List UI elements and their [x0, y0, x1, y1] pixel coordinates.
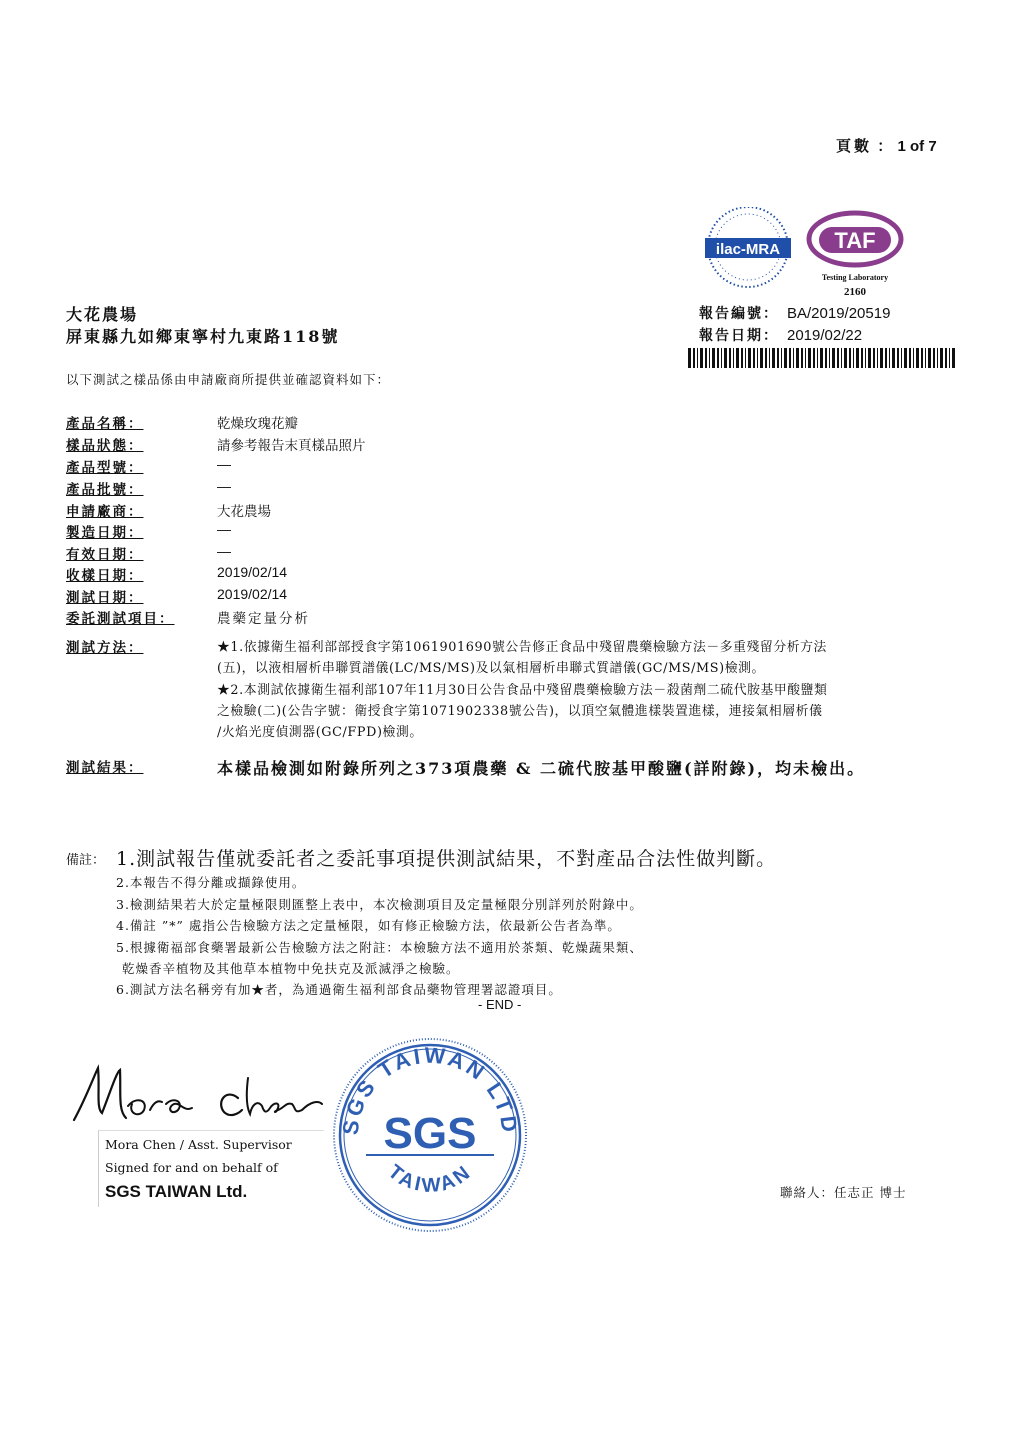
- field-value-test-date: 2019/02/14: [217, 586, 288, 602]
- method-line: ★1.依據衛生福利部部授食字第1061901690號公告修正食品中殘留農藥檢驗方法－多重殘留分析方法: [217, 640, 827, 655]
- barcode-bar: [841, 348, 842, 368]
- barcode-bar: [741, 348, 743, 368]
- barcode-bar: [717, 348, 719, 368]
- barcode-bar: [892, 348, 895, 368]
- contact-person: 聯絡人：任志正 博士: [780, 1185, 907, 1200]
- barcode-bar: [772, 348, 775, 368]
- barcode-bar: [889, 348, 890, 368]
- field-label: 委託測試項目：: [66, 611, 175, 627]
- result-value: 本樣品檢測如附錄所列之373項農藥 & 二硫代胺基甲酸鹽(詳附錄)，均未檢出。: [217, 759, 866, 778]
- barcode-bar: [784, 348, 787, 368]
- method-label: 測試方法：: [66, 640, 144, 656]
- accreditation-logos: [703, 207, 913, 302]
- barcode-bar: [937, 348, 938, 368]
- ilac-mra-logo: [705, 207, 791, 287]
- barcode-bar: [736, 348, 739, 368]
- taf-logo: [809, 213, 901, 298]
- field-value-sample-state: 請參考報告末頁樣品照片: [217, 438, 366, 454]
- barcode-bar: [909, 348, 911, 368]
- barcode-bar: [928, 348, 931, 368]
- page-number: 頁數 ： 1 of 7: [836, 137, 937, 155]
- barcode-bar: [877, 348, 878, 368]
- note-line: 2.本報告不得分離或擷錄使用。: [116, 875, 306, 890]
- barcode-bar: [705, 348, 707, 368]
- taf-text: TAF: [834, 228, 876, 253]
- barcode-bar: [933, 348, 935, 368]
- signatory-company: SGS TAIWAN Ltd.: [105, 1182, 248, 1201]
- intro-statement: 以下測試之樣品係由申請廠商所提供並確認資料如下：: [66, 372, 391, 387]
- barcode-bar: [873, 348, 875, 368]
- client-name: 大花農場: [66, 305, 139, 324]
- barcode-bar: [861, 348, 863, 368]
- barcode-bar: [849, 348, 851, 368]
- method-line: 之檢驗(二)(公告字號：衛授食字第1071902338號公告)，以頂空氣體進樣裝置進樣，連接氣相層析儀: [217, 704, 823, 719]
- barcode-bar: [733, 348, 734, 368]
- report-number-value: BA/2019/20519: [787, 305, 891, 322]
- page-number-label: 頁數: [836, 137, 873, 155]
- barcode-bar: [808, 348, 811, 368]
- field-value-applicant: 大花農場: [217, 504, 271, 520]
- barcode-bar: [940, 348, 943, 368]
- end-mark: - END -: [478, 997, 522, 1012]
- field-label: 申請廠商：: [66, 504, 144, 520]
- notes-heading: 備註：: [66, 853, 106, 868]
- barcode-bar: [760, 348, 763, 368]
- barcode-bar: [825, 348, 827, 368]
- note-line: 3.檢測結果若大於定量極限則匯整上表中，本次檢測項目及定量極限分別詳列於附錄中。: [116, 897, 643, 912]
- method-line: ★2.本測試依據衛生福利部107年11月30日公告食品中殘留農藥檢驗方法－殺菌劑二硫代胺基甲酸鹽類: [217, 683, 828, 698]
- signatory-behalf: Signed for and on behalf of: [105, 1160, 278, 1175]
- barcode-bar: [901, 348, 902, 368]
- barcode-bar: [745, 348, 746, 368]
- field-value-batch: —: [217, 478, 231, 494]
- barcode-bar: [721, 348, 722, 368]
- note-line: 6.測試方法名稱旁有加★者，為通過衛生福利部食品藥物管理署認證項目。: [116, 982, 562, 997]
- report-date: [699, 325, 862, 345]
- field-value-test-items: 農藥定量分析: [217, 611, 310, 627]
- field-label: 有效日期：: [66, 547, 144, 563]
- barcode-bar: [697, 348, 698, 368]
- taf-number: 2160: [844, 286, 866, 298]
- barcode-bar: [765, 348, 767, 368]
- field-label: 收樣日期：: [66, 568, 144, 584]
- barcode-bar: [769, 348, 770, 368]
- barcode-bar: [832, 348, 835, 368]
- barcode-bar: [925, 348, 926, 368]
- field-value-product-name: 乾燥玫瑰花瓣: [217, 416, 298, 432]
- barcode-bar: [829, 348, 830, 368]
- field-label: 樣品狀態：: [66, 438, 144, 454]
- sgs-seal: [330, 1035, 530, 1235]
- barcode-bar: [916, 348, 919, 368]
- result-label: 測試結果：: [66, 760, 144, 776]
- barcode-bar: [885, 348, 887, 368]
- field-label: 產品批號：: [66, 482, 144, 498]
- barcode-bar: [757, 348, 758, 368]
- barcode-bar: [777, 348, 779, 368]
- method-line: (五)，以液相層析串聯質譜儀(LC/MS/MS)及以氣相層析串聯式質譜儀(GC/MS/MS)檢測。: [217, 661, 765, 676]
- barcode-bar: [724, 348, 727, 368]
- signatory-name-title: Mora Chen / Asst. Supervisor: [105, 1137, 292, 1152]
- barcode-bar: [748, 348, 751, 368]
- barcode-bar: [712, 348, 715, 368]
- barcode-bar: [817, 348, 818, 368]
- handwritten-signature: [66, 1058, 336, 1138]
- seal-top-text: SGS TAIWAN LTD: [337, 1042, 523, 1137]
- taf-subtitle: Testing Laboratory: [821, 273, 889, 282]
- seal-center-text: SGS: [383, 1109, 477, 1158]
- barcode-bar: [789, 348, 791, 368]
- barcode-bar: [796, 348, 799, 368]
- barcode-bar: [949, 348, 950, 368]
- barcode-bar: [853, 348, 854, 368]
- report-date-value: 2019/02/22: [787, 327, 863, 344]
- field-value-manufacture-date: —: [217, 521, 231, 537]
- barcode-bar: [820, 348, 823, 368]
- client-address: 屏東縣九如鄉東寧村九東路118號: [66, 327, 340, 346]
- report-number: [699, 303, 890, 323]
- field-label: 製造日期：: [66, 525, 144, 541]
- field-label: 產品名稱：: [66, 416, 144, 432]
- field-value-model: —: [217, 456, 231, 472]
- field-value-expiry-date: —: [217, 543, 231, 559]
- report-date-label: 報告日期：: [699, 328, 779, 344]
- barcode-bar: [921, 348, 923, 368]
- seal-bottom-text: TAIWAN: [383, 1160, 477, 1197]
- barcode-bar: [868, 348, 871, 368]
- barcode-bar: [813, 348, 815, 368]
- field-label: 測試日期：: [66, 590, 144, 606]
- barcode-bar: [856, 348, 859, 368]
- barcode-bar: [729, 348, 731, 368]
- barcode-bar: [913, 348, 914, 368]
- note-line: 1.測試報告僅就委託者之委託事項提供測試結果，不對產品合法性做判斷。: [116, 848, 777, 870]
- page-number-value: 1 of 7: [897, 138, 937, 155]
- note-line: 5.根據衛福部食藥署最新公告檢驗方法之附註：本檢驗方法不適用於茶類、乾燥蔬果類、: [116, 940, 643, 955]
- report-number-label: 報告編號：: [699, 306, 779, 322]
- method-line: /火焰光度偵測器(GC/FPD)檢測。: [217, 725, 423, 740]
- note-line: 4.備註 ”*” 處指公告檢驗方法之定量極限，如有修正檢驗方法，依最新公告者為準。: [116, 918, 621, 933]
- barcode-bar: [865, 348, 866, 368]
- field-value-received-date: 2019/02/14: [217, 564, 288, 580]
- barcode-bar: [781, 348, 782, 368]
- barcode-bar: [904, 348, 907, 368]
- barcode-bar: [793, 348, 794, 368]
- barcode-bar: [801, 348, 803, 368]
- barcode-bar: [897, 348, 899, 368]
- barcode-bar: [880, 348, 883, 368]
- barcode-bar: [709, 348, 710, 368]
- barcode-bar: [805, 348, 806, 368]
- barcode-bar: [688, 348, 691, 368]
- barcode-bar: [693, 348, 695, 368]
- barcode-bar: [952, 348, 955, 368]
- barcode-bar: [844, 348, 847, 368]
- barcode-bar: [945, 348, 947, 368]
- barcode-bar: [700, 348, 703, 368]
- barcode-bar: [753, 348, 755, 368]
- barcode: [688, 348, 956, 368]
- barcode-bar: [837, 348, 839, 368]
- note-line: 乾燥香辛植物及其他草本植物中免扶克及派滅淨之檢驗。: [122, 961, 460, 976]
- field-label: 產品型號：: [66, 460, 144, 476]
- ilac-text: ilac-MRA: [715, 241, 781, 258]
